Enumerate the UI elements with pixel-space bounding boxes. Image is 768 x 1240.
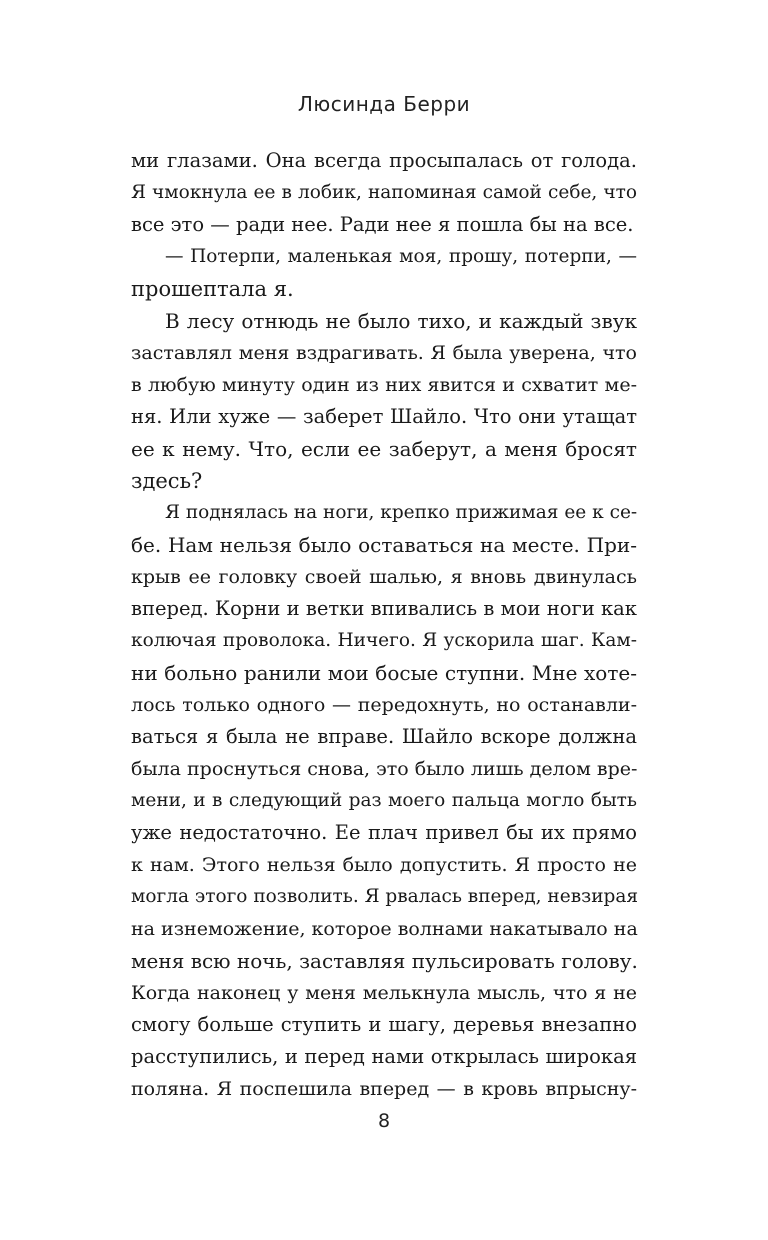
text-line: лось только одного — передохнуть, но останавли- — [131, 694, 637, 716]
text-line: ее к нему. Что, если ее заберут, а меня бросят — [131, 437, 637, 461]
text-line: была проснуться снова, это было лишь делом вре- — [131, 758, 638, 780]
text-line: прошептала я. — [131, 277, 294, 301]
text-line: вперед. Корни и ветки впивались в мои ноги как — [131, 597, 637, 620]
text-line: расступились, и перед нами открылась широкая — [131, 1045, 637, 1068]
text-line: ми глазами. Она всегда просыпалась от голода. — [131, 149, 637, 172]
text-line: к нам. Этого нельзя было допустить. Я просто не — [131, 854, 637, 876]
text-line: все это — ради нее. Ради нее я пошла бы на все. — [131, 213, 634, 236]
text-line: смогу больше ступить и шагу, деревья внезапно — [131, 1013, 637, 1036]
text-line: бе. Нам нельзя было оставаться на месте. При- — [131, 533, 637, 557]
text-line: колючая проволока. Ничего. Я ускорила шаг. Кам- — [131, 630, 637, 651]
text-line: мени, и в следующий раз моего пальца могло быть — [131, 790, 637, 811]
text-line: Я чмокнула ее в лобик, напоминая самой себе, что — [131, 182, 637, 203]
text-line: — Потерпи, маленькая моя, прошу, потерпи, — — [165, 246, 637, 267]
text-line: меня всю ночь, заставляя пульсировать голову. — [131, 949, 638, 973]
text-line: ня. Или хуже — заберет Шайло. Что они утащат — [131, 405, 637, 428]
text-line: могла этого позволить. Я рвалась вперед, невзирая — [131, 886, 639, 907]
text-line: ни больно ранили мои босые ступни. Мне хоте- — [131, 661, 637, 685]
text-line: уже недостаточно. Ее плач привел бы их прямо — [131, 821, 637, 844]
text-line: Когда наконец у меня мелькнула мысль, что я не — [131, 982, 637, 1004]
page-number: 8 — [377, 1110, 391, 1132]
text-line: крыв ее головку своей шалью, я вновь двинулась — [131, 566, 637, 588]
running-head-author: Люсинда Берри — [297, 92, 471, 116]
text-line: в любую минуту один из них явится и схватит ме- — [131, 374, 637, 396]
text-line: на изнеможение, которое волнами накатывало на — [131, 918, 638, 940]
body-text — [131, 145, 637, 1105]
text-line: здесь? — [131, 469, 203, 493]
text-line: заставлял меня вздрагивать. Я была уверена, что — [131, 342, 637, 364]
text-line: ваться я была не вправе. Шайло вскоре должна — [131, 725, 637, 748]
text-line: В лесу отнюдь не было тихо, и каждый звук — [165, 309, 637, 333]
text-line: Я поднялась на ноги, крепко прижимая ее к се- — [165, 502, 638, 523]
text-line: поляна. Я поспешила вперед — в кровь впрысну- — [131, 1078, 637, 1100]
